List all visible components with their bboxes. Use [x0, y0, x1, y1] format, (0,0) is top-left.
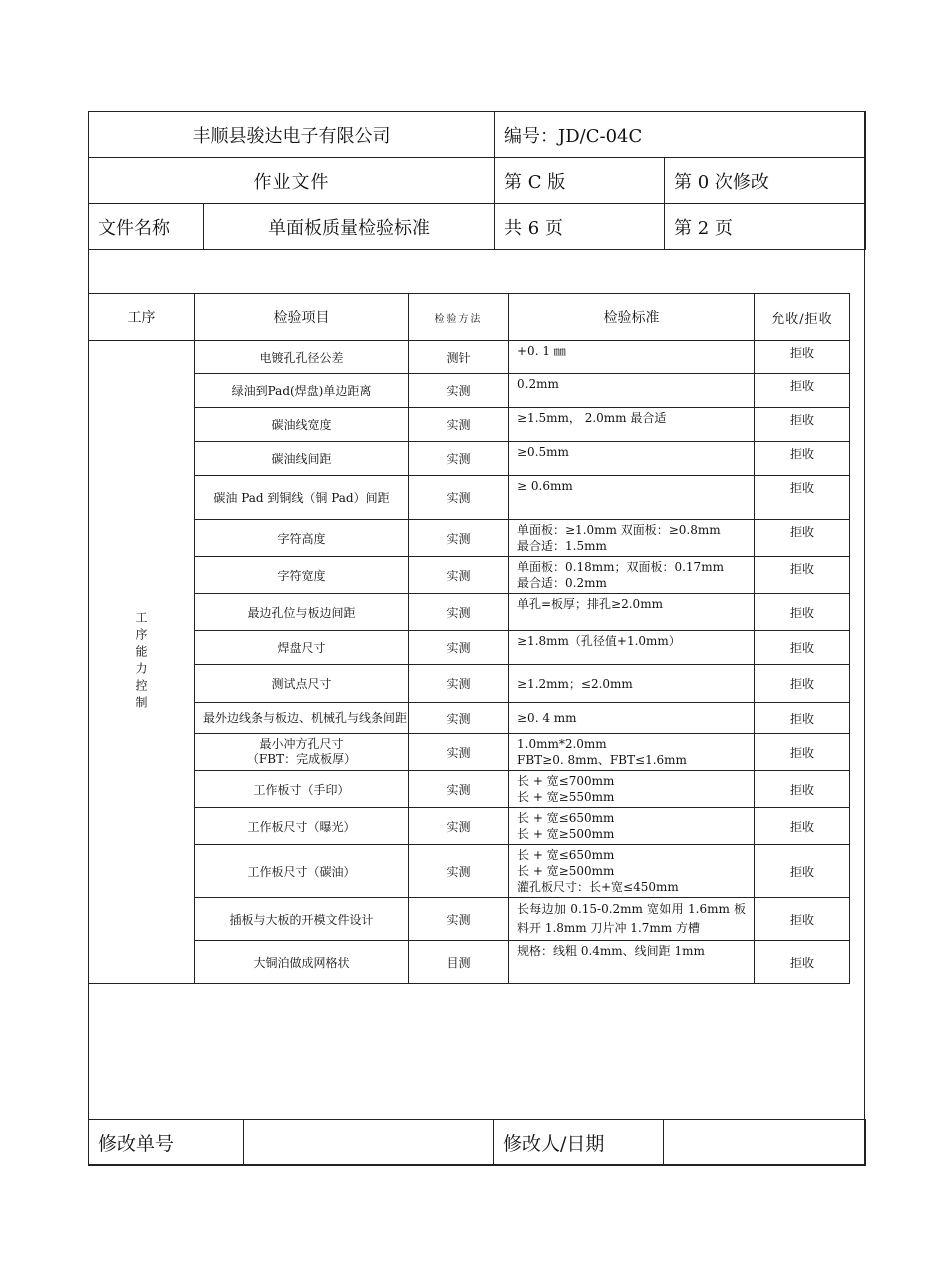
row-decision: 拒收: [755, 808, 850, 845]
row-item: 工作板寸（手印）: [195, 771, 409, 808]
row-standard: [509, 771, 755, 808]
row-method: 实测: [409, 442, 509, 476]
row-method: 实测: [409, 631, 509, 665]
row-method: 实测: [409, 703, 509, 734]
standard-line: 单面板：0.18mm；双面板：0.17mm: [517, 560, 724, 574]
row-item: 碳油线间距: [195, 442, 409, 476]
file-name-label: 文件名称: [89, 204, 204, 250]
row-method: 实测: [409, 734, 509, 771]
table-row: [89, 557, 850, 594]
process-group-cell: [89, 341, 195, 984]
table-row: [89, 808, 850, 845]
row-method: 实测: [409, 557, 509, 594]
item-line: （FBT：完成板厚）: [246, 752, 357, 766]
row-method: 实测: [409, 594, 509, 631]
revision-no-field[interactable]: [244, 1120, 494, 1166]
row-decision: 拒收: [755, 341, 850, 374]
current-page: 第 2 页: [665, 204, 866, 250]
row-method: 实测: [409, 808, 509, 845]
table-row: [89, 408, 850, 442]
table-row: [89, 665, 850, 703]
row-item: 字符宽度: [195, 557, 409, 594]
row-standard: ≥0. 4 mm: [509, 703, 755, 734]
table-row: [89, 520, 850, 557]
standard-line: 1.0mm*2.0mm: [517, 737, 607, 751]
row-item: [195, 734, 409, 771]
table-row: [89, 734, 850, 771]
row-item: 工作板尺寸（曝光）: [195, 808, 409, 845]
row-decision: 拒收: [755, 520, 850, 557]
row-standard: ≥1.2mm；≤2.0mm: [509, 665, 755, 703]
row-decision: 拒收: [755, 665, 850, 703]
row-method: 目测: [409, 941, 509, 984]
item-line: 最小冲方孔尺寸: [259, 737, 344, 751]
table-row: [89, 631, 850, 665]
row-standard: [509, 557, 755, 594]
standard-line: 长 + 宽≥500mm: [517, 827, 615, 841]
row-method: 实测: [409, 374, 509, 408]
row-method: 实测: [409, 476, 509, 520]
standard-line: 长 + 宽≥550mm: [517, 790, 615, 804]
table-row: [89, 941, 850, 984]
standard-line: 灌孔板尺寸：长+宽≤450mm: [517, 880, 679, 894]
header-method: 检验方法: [409, 294, 509, 341]
table-row: [89, 374, 850, 408]
table-row: [89, 341, 850, 374]
revision-footer: [88, 1119, 866, 1166]
row-item: 焊盘尺寸: [195, 631, 409, 665]
row-standard: ≥0.5mm: [509, 442, 755, 476]
standard-line: 最合适：0.2mm: [517, 576, 607, 590]
row-item: 插板与大板的开模文件设计: [195, 898, 409, 941]
row-standard: 0.2mm: [509, 374, 755, 408]
standard-line: 最合适：1.5mm: [517, 539, 607, 553]
file-name: 单面板质量检验标准: [204, 204, 495, 250]
table-row: [89, 594, 850, 631]
header-standard: 检验标准: [509, 294, 755, 341]
table-row: [89, 703, 850, 734]
row-decision: 拒收: [755, 408, 850, 442]
row-standard: ≥1.5mm， 2.0mm 最合适: [509, 408, 755, 442]
standard-line: FBT≥0. 8mm、FBT≤1.6mm: [517, 753, 687, 767]
row-standard: ≥ 0.6mm: [509, 476, 755, 520]
document-header: [88, 111, 866, 250]
total-pages: 共 6 页: [495, 204, 665, 250]
row-decision: 拒收: [755, 703, 850, 734]
doc-number: 编号：JD/C-04C: [495, 112, 866, 158]
row-item: 碳油 Pad 到铜线（铜 Pad）间距: [195, 476, 409, 520]
row-decision: 拒收: [755, 771, 850, 808]
standard-line: 长 + 宽≤650mm: [517, 848, 615, 862]
row-standard: 单孔=板厚；排孔≥2.0mm: [509, 594, 755, 631]
row-item: 字符高度: [195, 520, 409, 557]
table-row: [89, 476, 850, 520]
version: 第 C 版: [495, 158, 665, 204]
row-item: 测试点尺寸: [195, 665, 409, 703]
row-decision: 拒收: [755, 374, 850, 408]
row-standard: 长每边加 0.15-0.2mm 宽如用 1.6mm 板料开 1.8mm 刀片冲 1.7mm 方槽: [509, 898, 755, 941]
row-method: 实测: [409, 771, 509, 808]
revision-no-label: 修改单号: [89, 1120, 244, 1166]
table-row: [89, 898, 850, 941]
row-decision: 拒收: [755, 557, 850, 594]
reviser-date-field[interactable]: [664, 1120, 866, 1166]
row-item: 最外边线条与板边、机械孔与线条间距: [195, 703, 409, 734]
row-standard: ≥1.8mm（孔径值+1.0mm）: [509, 631, 755, 665]
row-standard: [509, 808, 755, 845]
row-item: 电镀孔孔径公差: [195, 341, 409, 374]
row-method: 实测: [409, 898, 509, 941]
row-decision: 拒收: [755, 442, 850, 476]
header-decision: 允收/拒收: [755, 294, 850, 341]
table-row: [89, 771, 850, 808]
standard-line: 长 + 宽≤700mm: [517, 774, 615, 788]
row-standard: +0. 1 ㎜: [509, 341, 755, 374]
row-decision: 拒收: [755, 631, 850, 665]
row-item: 大铜泊做成网格状: [195, 941, 409, 984]
row-method: 测针: [409, 341, 509, 374]
row-method: 实测: [409, 845, 509, 898]
header-item: 检验项目: [195, 294, 409, 341]
doc-type: 作业文件: [89, 158, 495, 204]
standard-line: 单面板：≥1.0mm 双面板：≥0.8mm: [517, 523, 721, 537]
row-decision: 拒收: [755, 476, 850, 520]
row-item: 绿油到Pad(焊盘)单边距离: [195, 374, 409, 408]
row-decision: 拒收: [755, 734, 850, 771]
table-row: [89, 442, 850, 476]
table-header-row: [89, 294, 850, 341]
process-group: 工序能力控制: [134, 611, 148, 713]
inspection-table: [88, 293, 850, 984]
row-item: 工作板尺寸（碳油）: [195, 845, 409, 898]
reviser-date-label: 修改人/日期: [494, 1120, 664, 1166]
revision-count: 第 0 次修改: [665, 158, 866, 204]
row-method: 实测: [409, 520, 509, 557]
row-method: 实测: [409, 665, 509, 703]
row-method: 实测: [409, 408, 509, 442]
row-decision: 拒收: [755, 898, 850, 941]
row-standard: [509, 520, 755, 557]
row-item: 碳油线宽度: [195, 408, 409, 442]
row-standard: [509, 734, 755, 771]
row-decision: 拒收: [755, 941, 850, 984]
header-process: 工序: [89, 294, 195, 341]
standard-line: 长 + 宽≤650mm: [517, 811, 615, 825]
row-standard: [509, 845, 755, 898]
company-name: 丰顺县骏达电子有限公司: [89, 112, 495, 158]
row-standard: 规格：线粗 0.4mm、线间距 1mm: [509, 941, 755, 984]
table-row: [89, 845, 850, 898]
standard-line: 长 + 宽≥500mm: [517, 864, 615, 878]
row-decision: 拒收: [755, 845, 850, 898]
row-decision: 拒收: [755, 594, 850, 631]
row-item: 最边孔位与板边间距: [195, 594, 409, 631]
